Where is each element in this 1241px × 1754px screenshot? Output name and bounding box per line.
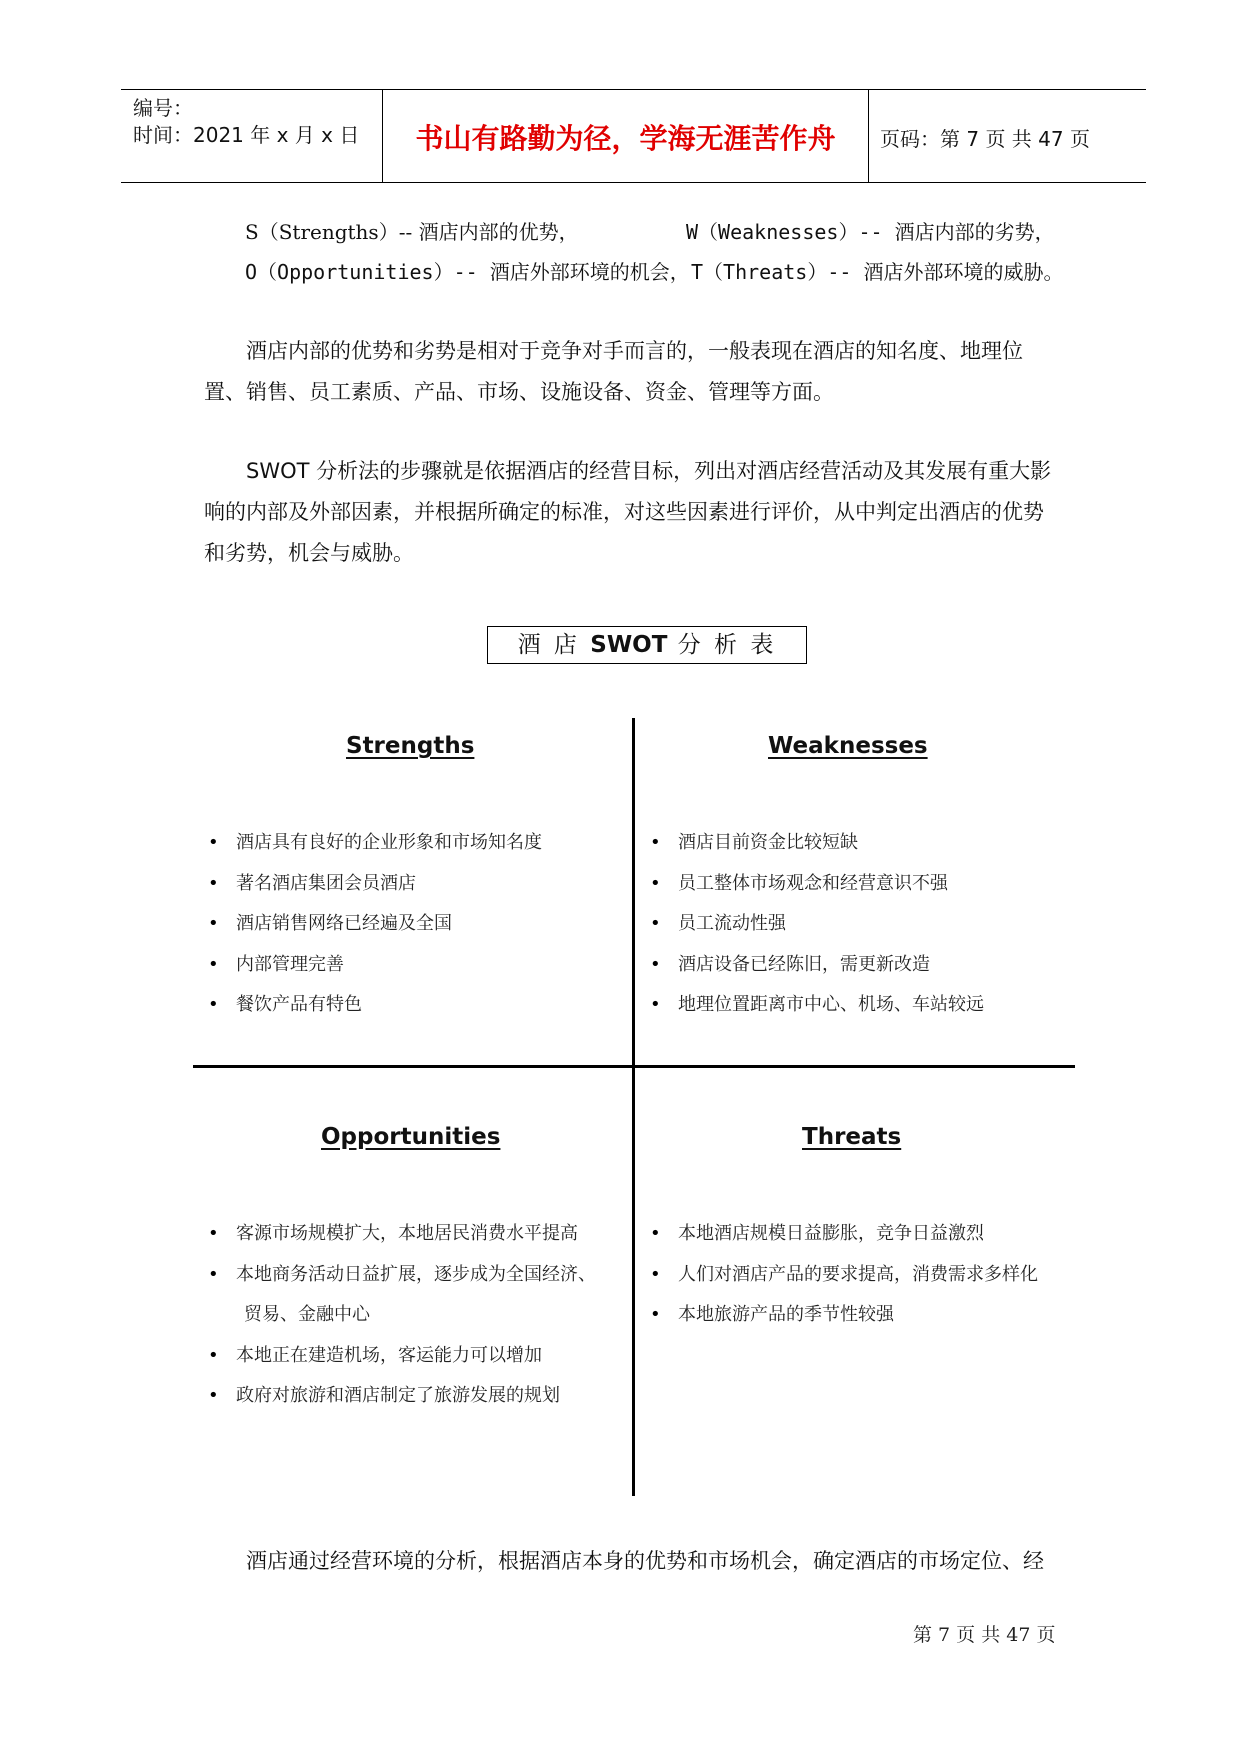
threats-heading: Threats (802, 1124, 902, 1150)
list-item: • 客源市场规模扩大，本地居民消费水平提高 (208, 1214, 596, 1255)
paragraph-swot-method: SWOT 分析法的步骤就是依据酒店的经营目标，列出对酒店经营活动及其发展有重大影响的内部及外部因素，并根据所确定的标准，对这些因素进行评价，从中判定出酒店的优势和劣势，机会与威胁。 (204, 459, 1052, 565)
list-item: • 酒店销售网络已经遍及全国 (208, 904, 542, 945)
list-item: • 本地商务活动日益扩展，逐步成为全国经济、 (208, 1255, 596, 1296)
definition-weaknesses: W（Weaknesses）-- 酒店内部的劣势， (686, 220, 1055, 244)
header-right-cell (868, 90, 1146, 182)
swot-table-title (487, 626, 807, 664)
list-item: • 餐饮产品有特色 (208, 985, 542, 1026)
strengths-list (208, 823, 542, 1026)
definition-threats: T（Threats）-- 酒店外部环境的威胁。 (691, 260, 1064, 284)
swot-vertical-divider (632, 718, 635, 1496)
swot-horizontal-divider (193, 1065, 1075, 1068)
list-item: • 人们对酒店产品的要求提高，消费需求多样化 (650, 1255, 1038, 1296)
list-item: • 酒店具有良好的企业形象和市场知名度 (208, 823, 542, 864)
header-motto: 书山有路勤为径，学海无涯苦作舟 (415, 122, 836, 155)
paragraph-market-positioning: 酒店通过经营环境的分析，根据酒店本身的优势和市场机会，确定酒店的市场定位、经 (246, 1549, 1044, 1573)
doc-date: 时间：2021 年 x 月 x 日 (133, 123, 360, 147)
list-item-continuation: 贸易、金融中心 (244, 1304, 370, 1325)
list-item: • 酒店目前资金比较短缺 (650, 823, 984, 864)
definition-strengths: S（Strengths）-- 酒店内部的优势， (245, 220, 579, 244)
doc-number-label: 编号： (133, 96, 193, 120)
list-item: • 政府对旅游和酒店制定了旅游发展的规划 (208, 1376, 596, 1417)
list-item: • 地理位置距离市中心、机场、车站较远 (650, 985, 984, 1026)
weaknesses-heading: Weaknesses (768, 733, 928, 759)
page-footer: 第 7 页 共 47 页 (913, 1624, 1056, 1646)
title-suffix: 分 析 表 (667, 632, 777, 658)
opportunities-heading: Opportunities (321, 1124, 501, 1150)
title-swot: SWOT (590, 632, 668, 658)
paragraph-strengths-weaknesses: 酒店内部的优势和劣势是相对于竞争对手而言的，一般表现在酒店的知名度、地理位置、销售、员工素质、产品、市场、设施设备、资金、管理等方面。 (204, 339, 1023, 404)
list-item: • 本地酒店规模日益膨胀，竞争日益激烈 (650, 1214, 1038, 1255)
weaknesses-list (650, 823, 984, 1026)
list-item: • 内部管理完善 (208, 945, 542, 986)
list-item: • 本地旅游产品的季节性较强 (650, 1295, 1038, 1336)
list-item: • 员工整体市场观念和经营意识不强 (650, 864, 984, 905)
threats-list (650, 1214, 1038, 1336)
header-page-info: 页码：第 7 页 共 47 页 (880, 127, 1090, 151)
header-center-cell (382, 90, 869, 182)
title-prefix: 酒 店 (517, 632, 591, 658)
list-item: • 酒店设备已经陈旧，需更新改造 (650, 945, 984, 986)
header-left-cell (121, 90, 381, 182)
page-header (121, 89, 1146, 183)
strengths-heading: Strengths (346, 733, 475, 759)
list-item: • 员工流动性强 (650, 904, 984, 945)
definition-opportunities: O（Opportunities）-- 酒店外部环境的机会， (245, 260, 690, 284)
opportunities-list (208, 1214, 596, 1417)
list-item: • 著名酒店集团会员酒店 (208, 864, 542, 905)
list-item: • 本地正在建造机场，客运能力可以增加 (208, 1336, 596, 1377)
